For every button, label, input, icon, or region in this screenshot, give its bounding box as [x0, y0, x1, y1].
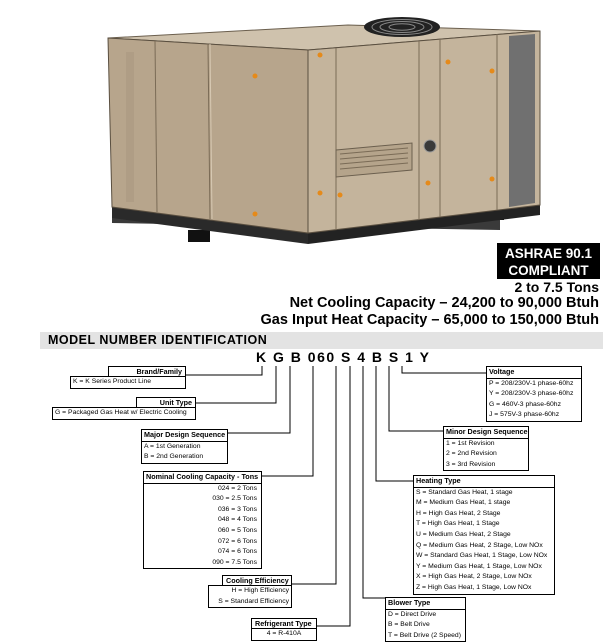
minor-design-row: 1 = 1st Revision: [446, 439, 495, 447]
heating-row: U = Medium Gas Heat, 2 Stage: [416, 530, 511, 538]
efficiency-row: H = High Efficiency: [231, 587, 289, 594]
nominal-row: 074 = 6 Tons: [218, 548, 257, 556]
voltage-row: Y = 208/230V-3 phase-60hz: [489, 390, 574, 398]
brand-family-row: K = K Series Product Line: [73, 378, 152, 385]
brand-family-title: Brand/Family: [108, 366, 186, 378]
cooling-efficiency-title: Cooling Efficiency: [222, 575, 292, 587]
heating-type-box: [413, 475, 555, 595]
unit-type-box: [52, 407, 196, 420]
nominal-row: 036 = 3 Tons: [218, 505, 257, 513]
cooling-capacity: Net Cooling Capacity – 24,200 to 90,000 Btuh: [289, 295, 599, 311]
nominal-capacity-title: Nominal Cooling Capacity - Tons: [144, 472, 261, 484]
unit-type-row: G = Packaged Gas Heat w/ Electric Cooling: [55, 409, 187, 416]
voltage-row: J = 575V-3 phase-60hz: [489, 411, 560, 419]
heating-row: W = Standard Gas Heat, 1 Stage, Low NOx: [416, 552, 548, 560]
blower-type-title: Blower Type: [386, 598, 465, 610]
refrigerant-title: Refrigerant Type: [251, 618, 317, 630]
blower-row: T = Belt Drive (2 Speed): [388, 631, 461, 639]
voltage-row: P = 208/230V-1 phase-60hz: [489, 379, 574, 387]
nominal-row: 072 = 6 Tons: [218, 537, 257, 545]
minor-design-row: 2 = 2nd Revision: [446, 450, 497, 458]
blower-row: D = Direct Drive: [388, 610, 437, 618]
nominal-row: 024 = 2 Tons: [218, 484, 257, 492]
efficiency-row: S = Standard Efficiency: [218, 597, 289, 605]
ashrae-line-2: COMPLIANT: [508, 263, 589, 278]
section-title: MODEL NUMBER IDENTIFICATION: [48, 333, 268, 347]
nominal-capacity-box: [143, 471, 262, 569]
heating-row: H = High Gas Heat, 2 Stage: [416, 509, 501, 517]
major-design-row: B = 2nd Generation: [144, 453, 204, 461]
heating-row: Q = Medium Gas Heat, 2 Stage, Low NOx: [416, 541, 543, 549]
blower-type-box: [385, 597, 466, 642]
brand-family-box: [70, 376, 186, 389]
voltage-row: G = 460V-3 phase-60hz: [489, 400, 561, 408]
ashrae-line-1: ASHRAE 90.1: [504, 246, 593, 261]
refrigerant-box: [251, 628, 317, 641]
cooling-efficiency-box: [208, 585, 292, 608]
capacity-tons: 2 to 7.5 Tons: [514, 279, 599, 295]
heating-row: T = High Gas Heat, 1 Stage: [416, 520, 500, 528]
major-design-title: Major Design Sequence: [142, 430, 227, 442]
heating-capacity: Gas Input Heat Capacity – 65,000 to 150,000 Btuh: [260, 312, 599, 328]
voltage-box: [486, 366, 582, 422]
major-design-box: [141, 429, 228, 464]
nominal-row: 060 = 5 Tons: [218, 526, 257, 534]
major-design-row: A = 1st Generation: [144, 442, 201, 450]
unit-type-title: Unit Type: [136, 397, 196, 409]
nominal-row: 090 = 7.5 Tons: [212, 558, 257, 566]
minor-design-title: Minor Design Sequence: [444, 427, 528, 439]
minor-design-row: 3 = 3rd Revision: [446, 460, 496, 468]
model-number: K G B 060 S 4 B S 1 Y: [256, 349, 431, 365]
refrigerant-row: 4 = R-410A: [266, 630, 302, 637]
minor-design-box: [443, 426, 529, 471]
heating-row: S = Standard Gas Heat, 1 stage: [416, 488, 513, 496]
heating-row: Z = High Gas Heat, 1 Stage, Low NOx: [416, 583, 532, 591]
nominal-row: 048 = 4 Tons: [218, 516, 257, 524]
heating-row: M = Medium Gas Heat, 1 stage: [416, 499, 511, 507]
heating-row: X = High Gas Heat, 2 Stage, Low NOx: [416, 573, 532, 581]
blower-row: B = Belt Drive: [388, 621, 430, 629]
nominal-row: 030 = 2.5 Tons: [212, 495, 257, 503]
voltage-title: Voltage: [487, 367, 581, 379]
heating-type-title: Heating Type: [414, 476, 554, 488]
heating-row: Y = Medium Gas Heat, 1 Stage, Low NOx: [416, 562, 542, 570]
